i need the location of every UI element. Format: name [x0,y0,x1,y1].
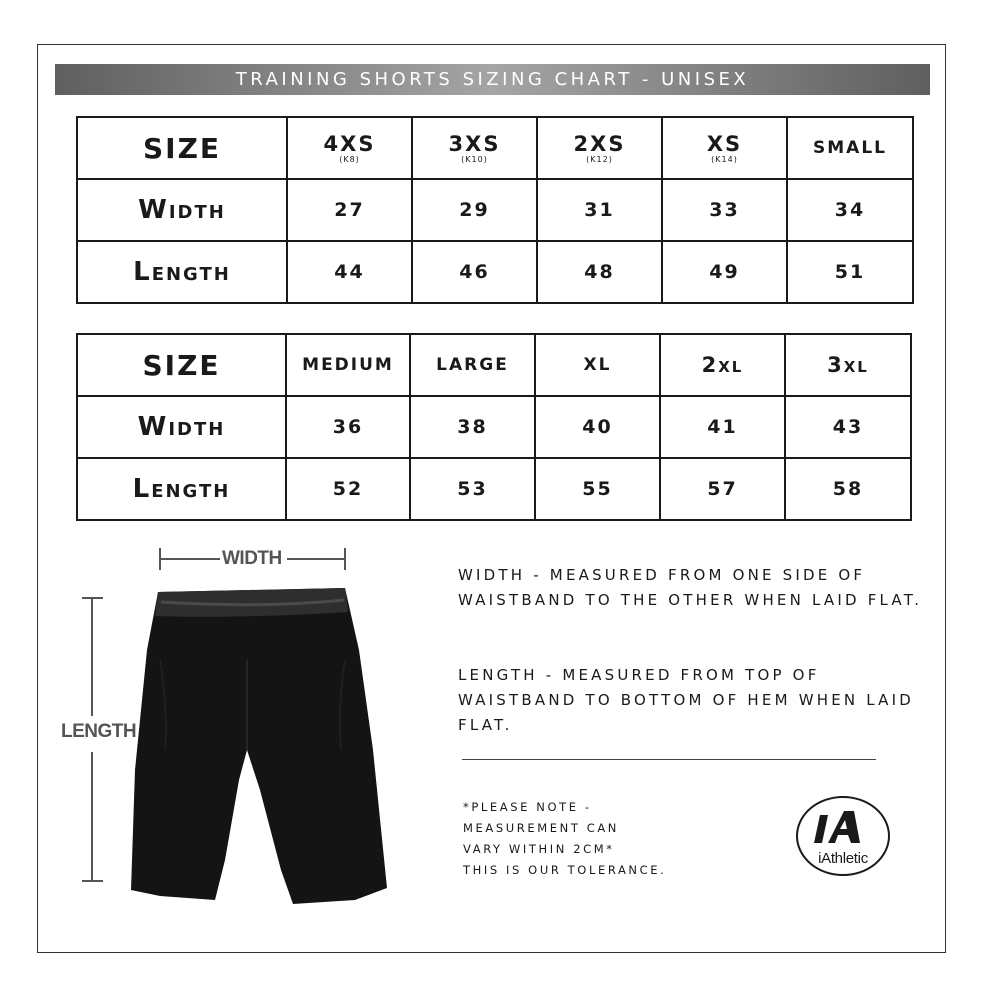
size-table-1 [76,116,914,304]
size-label: LARGE [436,355,509,375]
note-line: THIS IS OUR TOLERANCE. [463,863,667,877]
divider [462,759,876,760]
width-header: Width [77,396,286,458]
width-value: 31 [537,179,662,241]
size-cell [537,117,662,179]
size-sublabel: (K10) [461,154,488,164]
note-line: MEASUREMENT CAN [463,821,619,835]
width-value: 40 [535,396,660,458]
width-value: 33 [662,179,787,241]
size-label: 3xl [827,353,869,377]
size-sublabel: (K8) [339,154,360,164]
size-sublabel: (K12) [586,154,613,164]
width-value: 29 [412,179,537,241]
size-label: 2XS [573,131,626,156]
size-cell [662,117,787,179]
chart-title: TRAINING SHORTS SIZING CHART - UNISEX [55,64,930,95]
note-line: *PLEASE NOTE - [463,800,592,814]
length-value: 46 [412,241,537,303]
width-value: 41 [660,396,785,458]
size-label: XS [706,131,743,156]
width-value: 43 [785,396,911,458]
width-description: WIDTH - MEASURED FROM ONE SIDE OF WAISTBAND TO THE OTHER WHEN LAID FLAT. [458,566,923,609]
size-header: SIZE [77,117,287,179]
size-row [77,334,911,396]
length-row [77,458,911,520]
width-header: Width [77,179,287,241]
size-cell [535,334,660,396]
size-sublabel: (K14) [711,154,738,164]
note-line: VARY WITHIN 2CM* [463,842,615,856]
size-label: MEDIUM [302,355,394,375]
width-row [77,396,911,458]
size-cell [412,117,537,179]
width-value: 34 [787,179,913,241]
shorts-diagram [55,540,405,920]
size-cell [287,117,412,179]
length-dimension-label: LENGTH [61,721,137,742]
width-value: 36 [286,396,410,458]
length-value: 49 [662,241,787,303]
length-value: 58 [785,458,911,520]
width-value: 38 [410,396,535,458]
tolerance-note [463,797,666,881]
width-dimension-label: WIDTH [222,548,282,569]
size-cell [286,334,410,396]
size-label: 2xl [701,353,744,377]
length-header: Length [77,241,287,303]
length-value: 57 [660,458,785,520]
length-description: LENGTH - MEASURED FROM TOP OF WAISTBAND TO BOTTOM OF HEM WHEN LAID FLAT. [458,666,915,734]
length-row [77,241,913,303]
size-label: XL [583,355,612,375]
size-label: SMALL [813,138,887,158]
size-cell [410,334,535,396]
brand-name: iAthletic [818,850,868,867]
size-cell [787,117,913,179]
size-label: 3XS [448,131,501,156]
length-header: Length [77,458,286,520]
length-value: 55 [535,458,660,520]
length-value: 44 [287,241,412,303]
size-header: SIZE [77,334,286,396]
size-label: 4XS [323,131,376,156]
brand-logo [794,795,892,877]
size-row [77,117,913,179]
size-cell [785,334,911,396]
shorts-icon [131,588,387,904]
length-value: 48 [537,241,662,303]
length-value: 51 [787,241,913,303]
length-value: 53 [410,458,535,520]
width-row [77,179,913,241]
length-value: 52 [286,458,410,520]
size-cell [660,334,785,396]
width-value: 27 [287,179,412,241]
size-table-2 [76,333,912,521]
